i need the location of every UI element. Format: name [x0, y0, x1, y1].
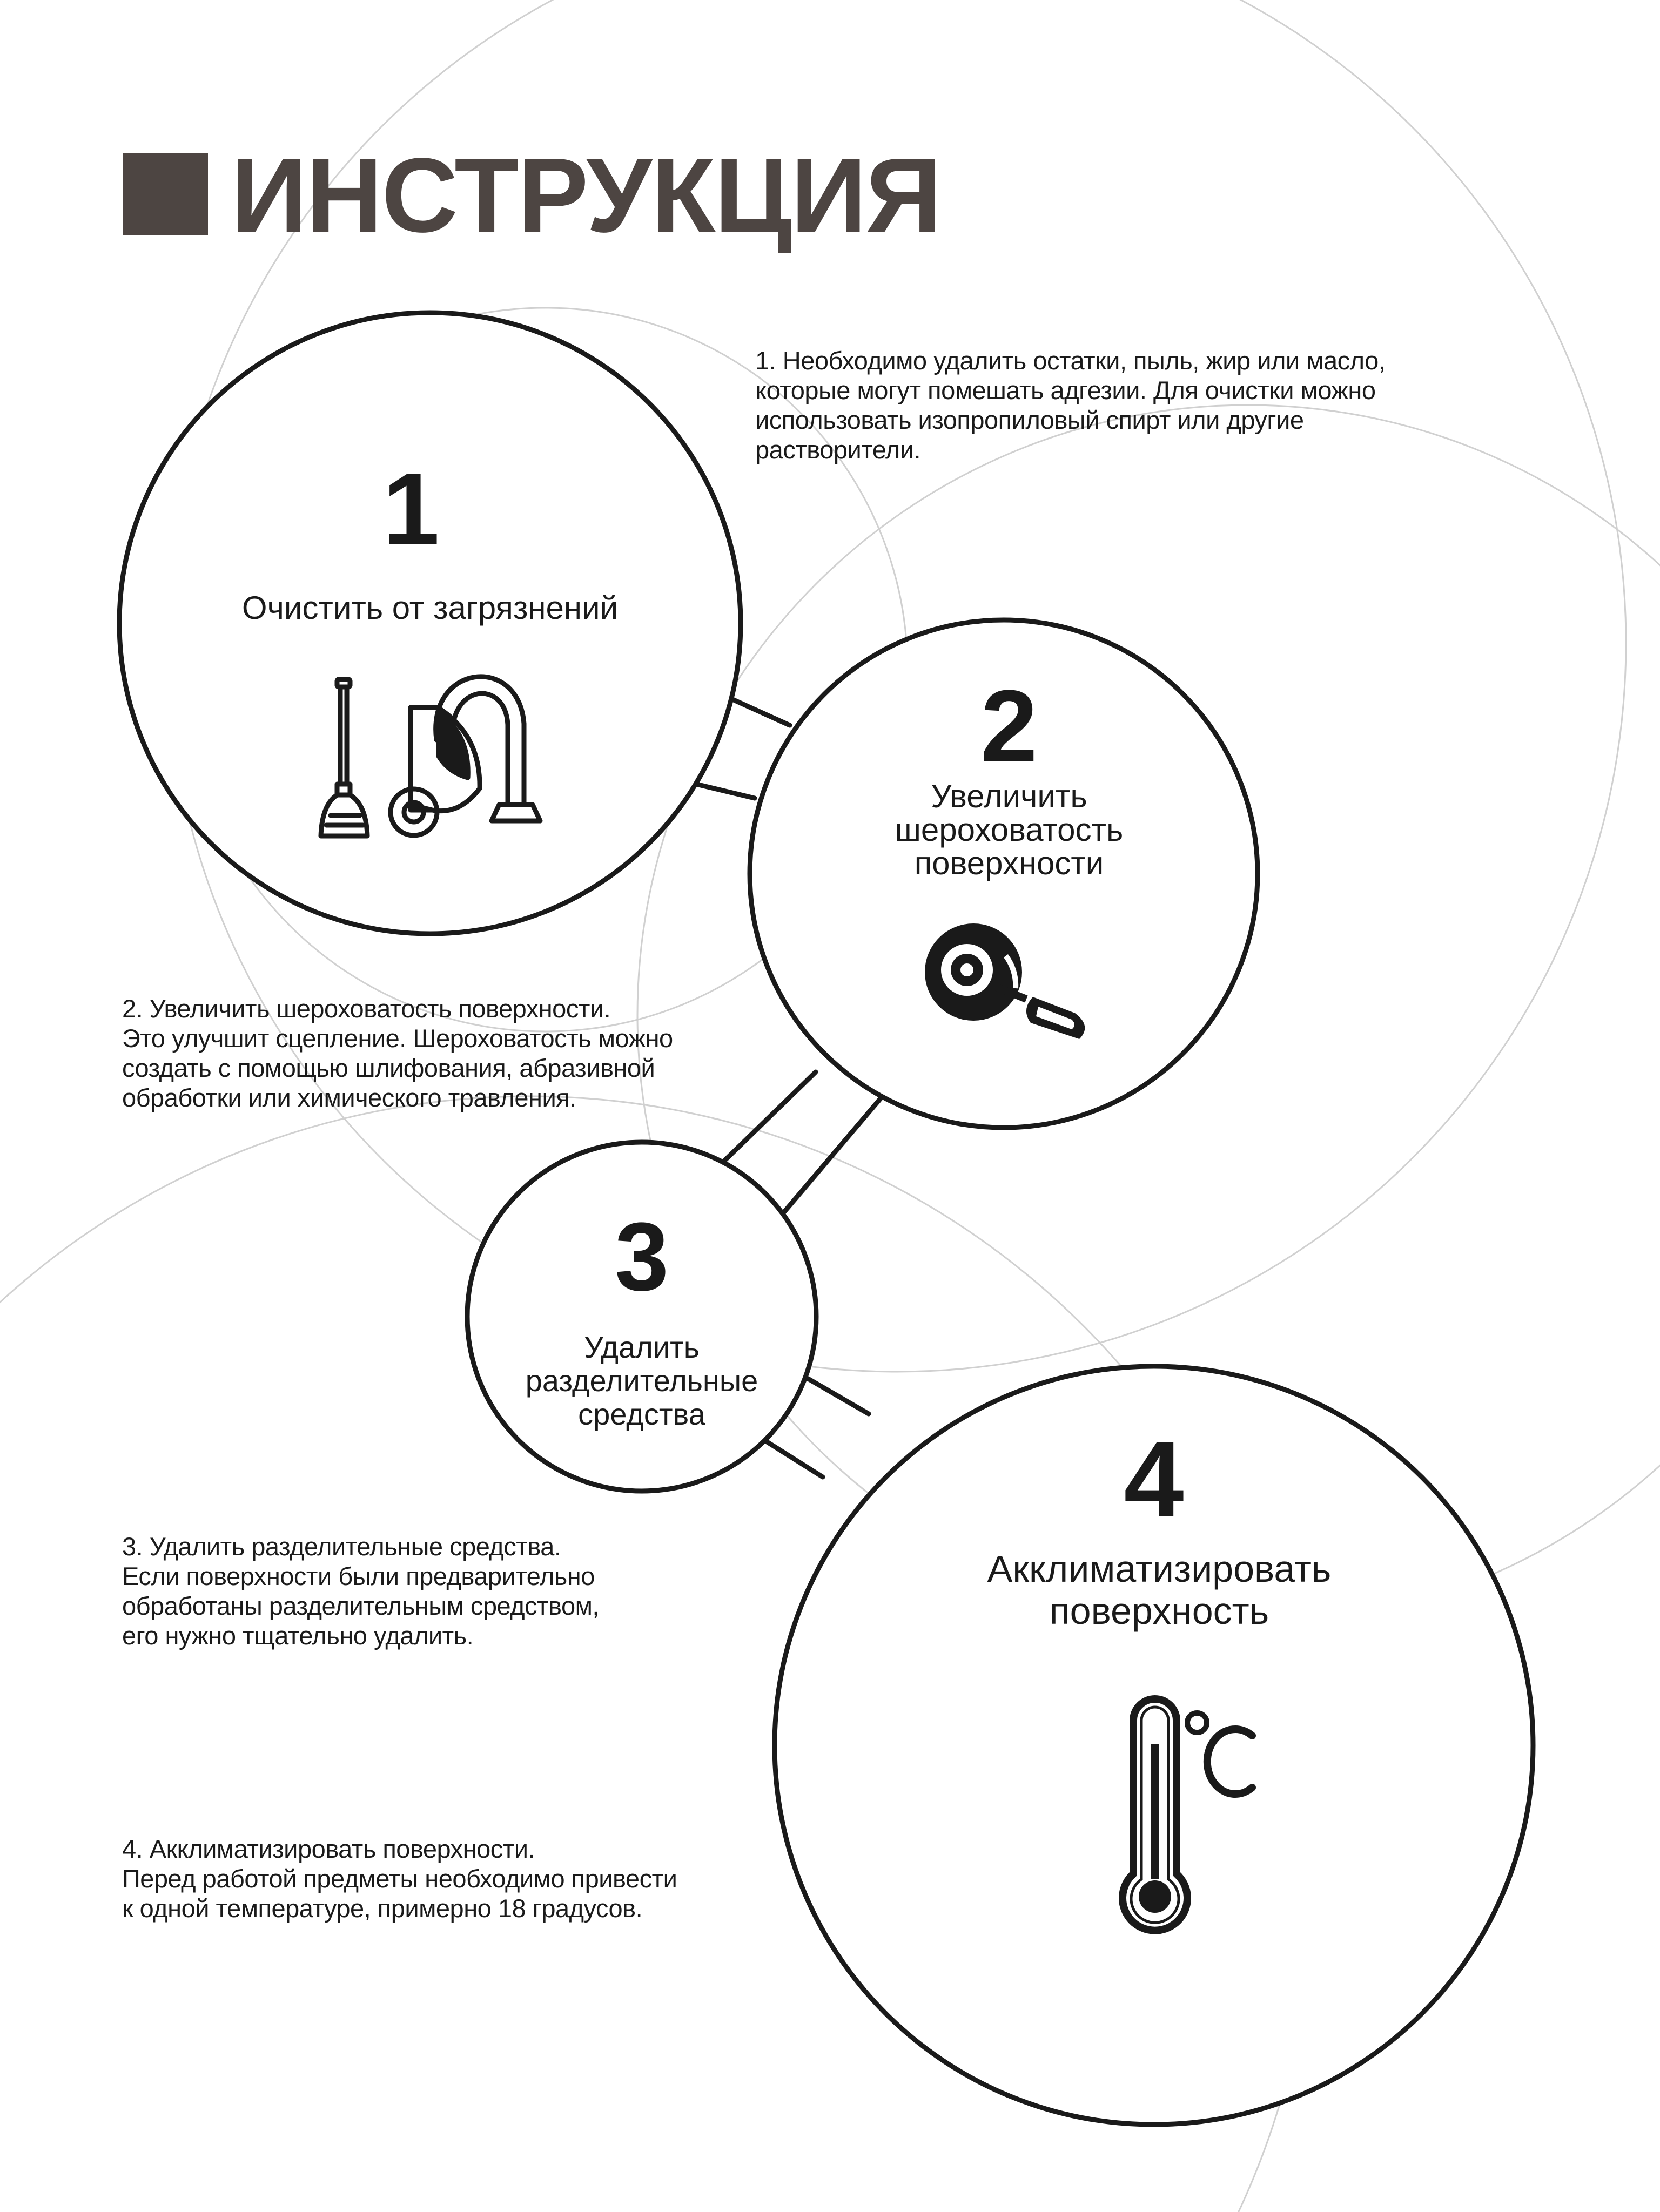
- description-line: растворители.: [755, 435, 921, 464]
- description-line: 1. Необходимо удалить остатки, пыль, жир или масло,: [755, 346, 1386, 375]
- description-line: Если поверхности были предварительно: [122, 1562, 595, 1590]
- description-line: обработаны разделительным средством,: [122, 1591, 599, 1620]
- description-line: Это улучшит сцепление. Шероховатость можно: [122, 1024, 673, 1053]
- description-step-2: [122, 994, 673, 1112]
- description-line: которые могут помешать адгезии. Для очистки можно: [755, 376, 1376, 404]
- step-3-number: 3: [614, 1203, 669, 1311]
- step-4-number: 4: [1124, 1419, 1184, 1540]
- step-1-number: 1: [382, 452, 440, 567]
- step-2-label-line: Увеличить: [931, 778, 1087, 814]
- step-3-label-line: средства: [578, 1397, 705, 1431]
- description-line: обработки или химического травления.: [122, 1083, 576, 1112]
- step-3-label-line: Удалить: [584, 1330, 700, 1364]
- step-3-label-line: разделительные: [525, 1364, 758, 1398]
- step-3-label: [480, 1331, 804, 1431]
- description-step-3: [122, 1532, 599, 1650]
- description-step-4: [122, 1834, 677, 1923]
- step-2-label: [815, 780, 1204, 880]
- step-3-circle: [467, 1142, 816, 1491]
- description-line: 3. Удалить разделительные средства.: [122, 1532, 561, 1561]
- page-title: ИНСТРУКЦИЯ: [231, 136, 941, 254]
- step-2-label-line: шероховатость: [895, 812, 1124, 848]
- step-4-label: [884, 1548, 1435, 1632]
- description-line: использовать изопропиловый спирт или другие: [755, 406, 1304, 434]
- step-4-label-line: Акклиматизировать: [987, 1548, 1332, 1590]
- description-line: Перед работой предметы необходимо привести: [122, 1864, 677, 1893]
- description-line: создать с помощью шлифования, абразивной: [122, 1054, 655, 1082]
- step-2-number: 2: [980, 669, 1038, 784]
- step-2-label-line: поверхности: [914, 845, 1104, 881]
- description-line: 2. Увеличить шероховатость поверхности.: [122, 994, 611, 1023]
- description-line: к одной температуре, примерно 18 градусов.: [122, 1894, 643, 1923]
- title-square: [123, 153, 208, 235]
- description-step-1: [755, 346, 1385, 464]
- description-line: его нужно тщательно удалить.: [122, 1621, 474, 1650]
- step-4-label-line: поверхность: [1049, 1590, 1269, 1632]
- step-1-label: Очистить от загрязнений: [241, 590, 619, 626]
- description-line: 4. Акклиматизировать поверхности.: [122, 1835, 535, 1863]
